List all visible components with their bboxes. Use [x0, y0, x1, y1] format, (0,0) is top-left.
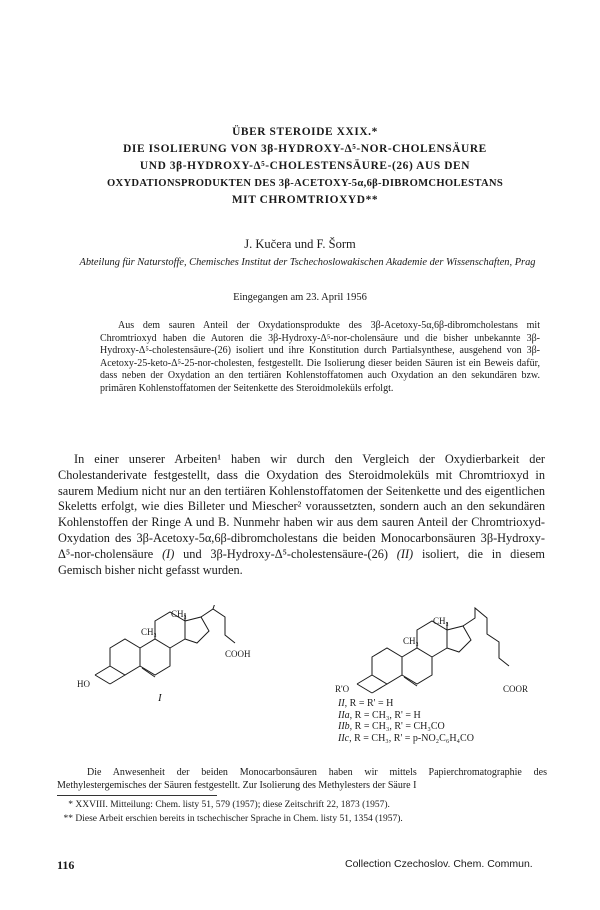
footnote-divider [57, 795, 217, 796]
body-text-part-1: In einer unserer Arbeiten¹ haben wir durch den Vergleich der Oxydierbarkeit der Cholestanderivate festgestellt, dass die Oxydation des Steroidmoleküls mit Chromtrioxyd in saurem Medium nicht nur an den tertiären Kohlenstoffatomen der Seitenkette und des eigentlichen Skeletts erfolgt, wie dies Billeter und Miescher² voraussetzten, sondern auch an den sekundären Kohlenstoffen der Ringe A und B. Nunmehr haben wir aus dem sauren Anteil der Chromtrioxyd-Oxydation des 3β-Acetoxy-5α,6β-dibromcholestans die beiden Monocarbonsäuren 3β-Hydroxy-Δ⁵-nor-cholensäure [58, 452, 545, 561]
footnote-1: * XXVIII. Mitteilung: Chem. listy 51, 579 (1957); diese Zeitschrift 22, 1873 (1957). [68, 800, 390, 810]
ho-label: HO [77, 679, 90, 689]
structure-I [75, 605, 275, 695]
steroid-structure-I-drawing [75, 605, 275, 695]
ch3-label-mid: CH₃ [403, 636, 419, 646]
ch3-label-top: CH₃ [433, 616, 449, 626]
body-text-part-2: und 3β-Hydroxy-Δ⁵-cholestensäure-(26) [183, 546, 388, 561]
title-line-1: ÜBER STEROIDE XXIX.* [232, 126, 378, 138]
structure-label-I: I [158, 692, 162, 704]
coor-label: COOR [503, 684, 529, 694]
affiliation: Abteilung für Naturstoffe, Chemisches Institut der Tschechoslowakischen Akademie der Wissenschaften, Prag [79, 257, 536, 268]
definition-row: IIa, R = CH₃, R' = H [338, 709, 421, 721]
footnote-2: ** Diese Arbeit erschien bereits in tschechischer Sprache in Chem. listy 51, 1354 (1957). [63, 814, 403, 824]
substituent-definitions [338, 698, 474, 744]
ch3-label-top: CH₃ [171, 609, 187, 619]
received-date: Eingegangen am 23. April 1956 [233, 292, 367, 303]
compound-ref-2: (II) [396, 546, 414, 561]
cooh-label: COOH [225, 649, 251, 659]
ro-label: R'O [335, 684, 350, 694]
journal-name: Collection Czechoslov. Chem. Commun. [345, 858, 533, 870]
page-number: 116 [57, 858, 75, 872]
title-line-3: UND 3β-HYDROXY-Δ⁵-CHOLESTENSÄURE-(26) AUS DEN [139, 160, 471, 172]
ch3-label-mid: CH₃ [141, 627, 157, 637]
structure-II [335, 600, 535, 695]
title-line-5: MIT CHROMTRIOXYD** [231, 194, 379, 206]
body-paragraph [58, 452, 545, 578]
body-text-part-3: isoliert, die in diesem Gemisch bisher nicht gefasst wurden. [58, 546, 545, 577]
authors: J. Kučera und F. Šorm [244, 237, 356, 251]
title-line-4: OXYDATIONSPRODUKTEN DES 3β-ACETOXY-5α,6β-DIBROMCHOLESTANS [106, 178, 504, 189]
title-line-2: DIE ISOLIERUNG VON 3β-HYDROXY-Δ⁵-NOR-CHOLENSÄURE [123, 143, 487, 155]
article-title [50, 124, 560, 209]
definition-row: IIc, R = CH₃, R' = p-NO₂C₆H₄CO [338, 732, 474, 744]
abstract: Aus dem sauren Anteil der Oxydationsprodukte des 3β-Acetoxy-5α,6β-dibromcholestans mit Chromtrioxyd haben die Autoren die 3β-Hydroxy-Δ⁵-nor-cholensäure und die bisher unbekannte 3β-Hydroxy-Δ⁵-cholestensäure-(26) isoliert und ihre Konstitution durch Partialsynthese, ausgehend von 3β-Acetoxy-25-keto-Δ⁵-25-nor-cholesten, festgestellt. Die Isolierung dieser beiden Säuren ist ein Beweis dafür, dass neben der Oxydation an den tertiären Kohlenstoffatomen auch Oxydation an den sekundären bzw. primären Kohlenstoffatomen der Seitenkette des Steroidmoleküls erfolgt. [100, 320, 540, 394]
compound-ref-1: (I) [162, 546, 175, 561]
steroid-structure-II-drawing [335, 600, 535, 695]
definition-row: II, R = R' = H [338, 698, 394, 709]
definition-row: IIb, R = CH₃, R' = CH₃CO [338, 721, 445, 732]
continuation-paragraph: Die Anwesenheit der beiden Monocarbonsäuren haben wir mittels Papierchromatographie des Methylestergemisches der Säuren festgestellt. Zur Isolierung des Methylesters der Säure I [57, 767, 547, 791]
